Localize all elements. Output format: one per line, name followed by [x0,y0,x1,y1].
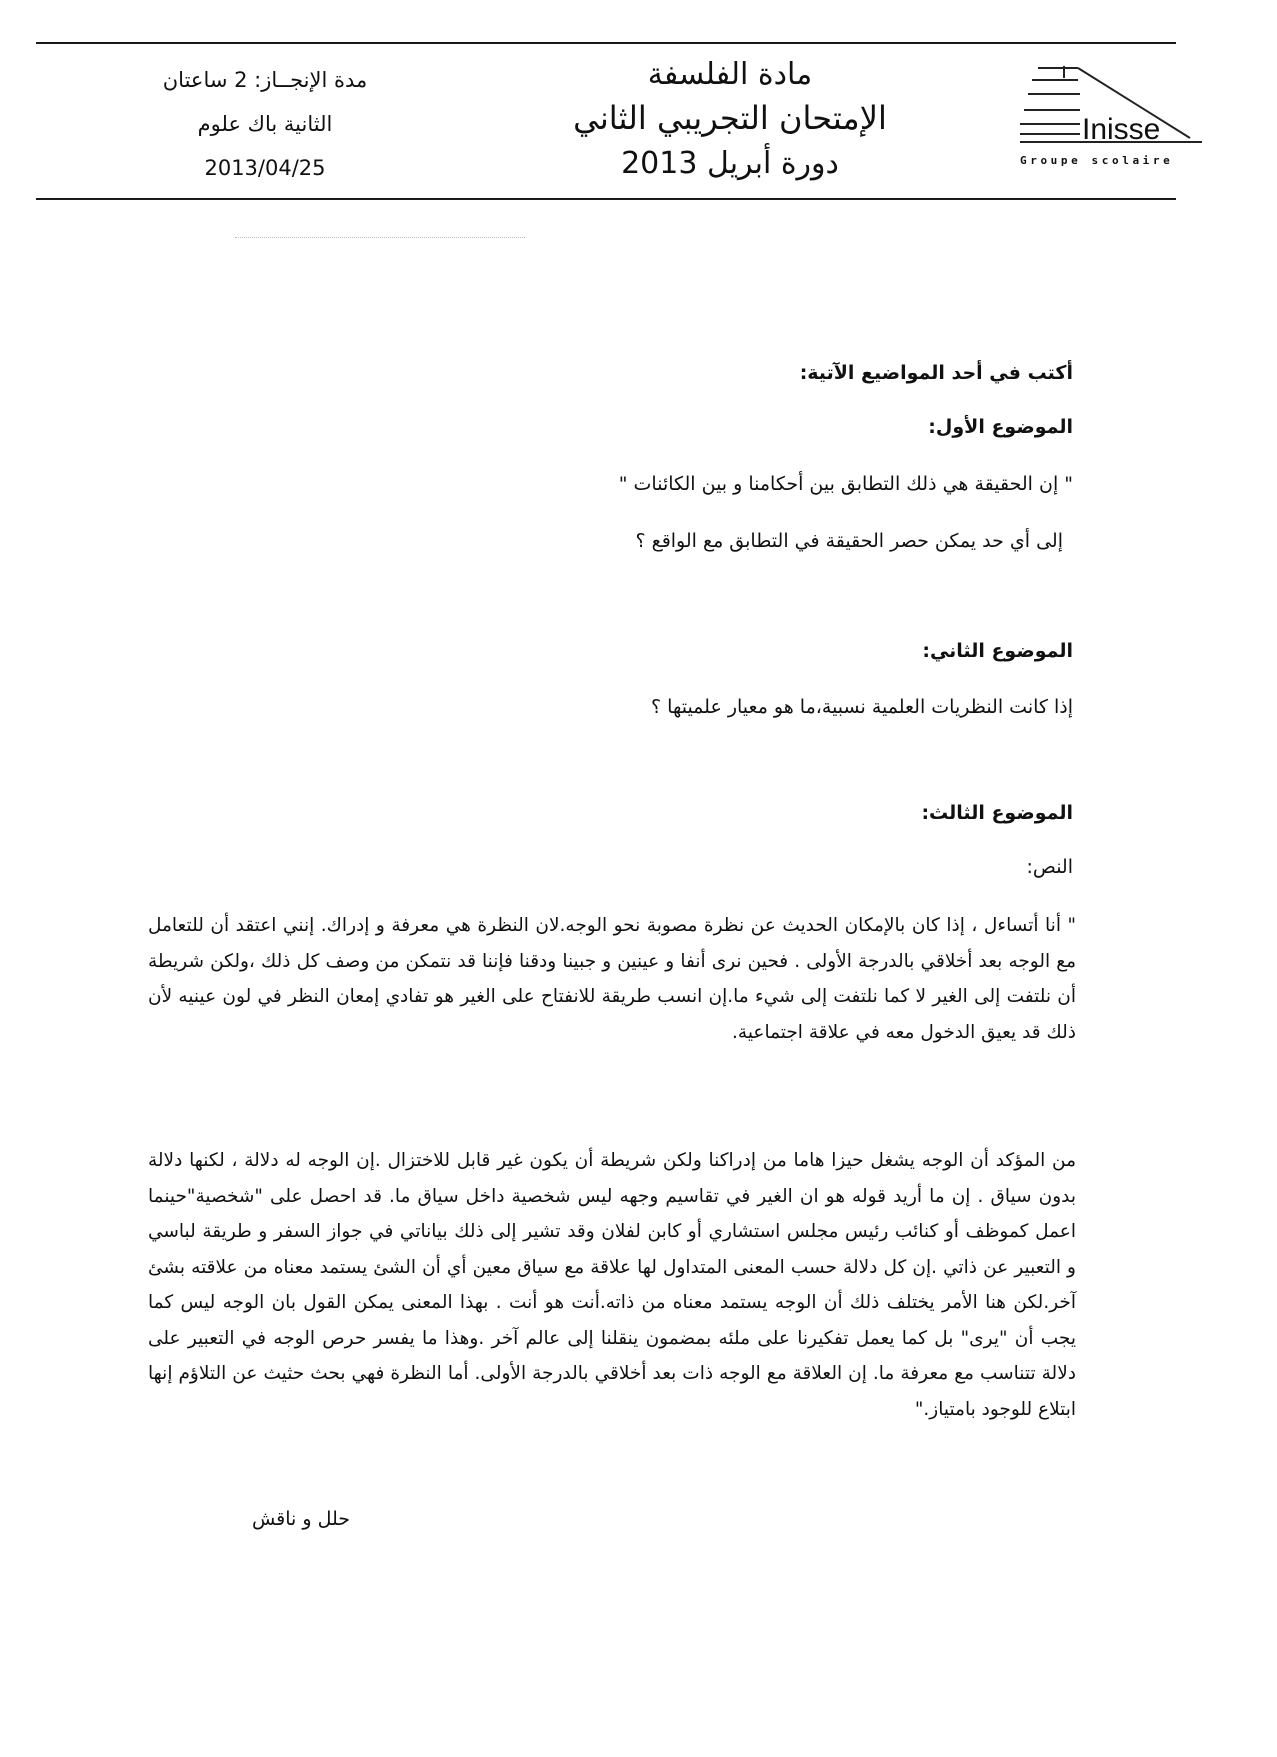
scan-artifact-divider [235,237,525,238]
exam-session: دورة أبريل 2013 [621,146,839,181]
topic3-heading: الموضوع الثالث: [921,802,1073,824]
topic1-quote: " إن الحقيقة هي ذلك التطابق بين أحكامنا و بين الكائنات " [618,473,1073,495]
logo-subtitle: Groupe scolaire [1020,154,1174,167]
exam-title: الإمتحان التجريبي الثاني [573,99,887,137]
instructions: أكتب في أحد المواضيع الآتية: [799,362,1073,384]
logo-wordmark: Inisse [1082,113,1161,146]
topic3-text-label: النص: [1026,856,1073,878]
exam-info-block [130,58,400,190]
header-bottom-rule [36,198,1176,200]
topic1-question: إلى أي حد يمكن حصر الحقيقة في التطابق مع الواقع ؟ [635,530,1063,552]
exam-title-block [540,55,920,187]
subject-label: مادة الفلسفة [647,57,813,92]
exam-level: الثانية باك علوم [197,112,333,136]
topic2-question: إذا كانت النظريات العلمية نسبية،ما هو معيار علميتها ؟ [651,696,1073,718]
exam-date: 2013/04/25 [204,156,326,180]
topic3-paragraph-2: من المؤكد أن الوجه يشغل حيزا هاما من إدراكنا ولكن شريطة أن يكون غير قابل للاختزال .إن الوجه له دلالة ، لكنها دلالة بدون سياق . إن ما أريد قوله هو ان الغير في تقاسيم وجهه ليس شخصية داخل سياق ما. قد احصل على "شخصية"حينما اعمل كموظف أو كنائب رئيس مجلس استشاري أو كابن لفلان وقد تشير إلى ذلك بياناتي في جواز السفر و طريقة لباسي و التعبير عن ذاتي .إن كل دلالة حسب المعنى المتداول لها علاقة مع سياق معين أي أن الشئ يستمد معناه من علاقته بشئ آخر.لكن هنا الأمر يختلف ذلك أن الوجه يستمد معناه من ذاته.أنت هو أنت . بهذا المعنى يمكن القول بان الوجه ليس كما يجب أن "يرى" بل كما يعمل تفكيرنا على ملئه بمضمون ينقلنا إلى عالم آخر .وهذا ما يفسر حرص الوجه في التعبير على دلالة تتناسب مع معرفة ما. إن العلاقة مع الوجه ذات بعد أخلاقي بالدرجة الأولى. أما النظرة فهي بحث حثيث عن التلاؤم إنها ابتلاع للوجود بامتياز." [148,1150,1076,1420]
exam-duration: مدة الإنجــاز: 2 ساعتان [162,68,368,92]
topic1-heading: الموضوع الأول: [928,416,1073,438]
topic3-paragraph-1: " أنا أتساءل ، إذا كان بالإمكان الحديث عن نظرة مصوبة نحو الوجه.لان النظرة هي معرفة و إدراك. إنني اعتقد أن للتعامل مع الوجه بعد أخلاقي بالدرجة الأولى . فحين نرى أنفا و عينين و جبينا ودقنا فإننا قد نتمكن من وصف كل ذلك ،ولكن شريطة أن نلتفت إلى الغير لا كما نلتفت إلى شيء ما.إن انسب طريقة للانفتاح على الغير هو تفادي إمعان النظر في لون عينيه لأن ذلك قد يعيق الدخول معه في علاقة اجتماعية. [148,915,1076,1043]
topic3-task: حلل و ناقش [251,1508,350,1530]
topic2-heading: الموضوع الثاني: [922,640,1073,662]
header-top-rule [36,42,1176,44]
school-logo [1018,60,1218,180]
